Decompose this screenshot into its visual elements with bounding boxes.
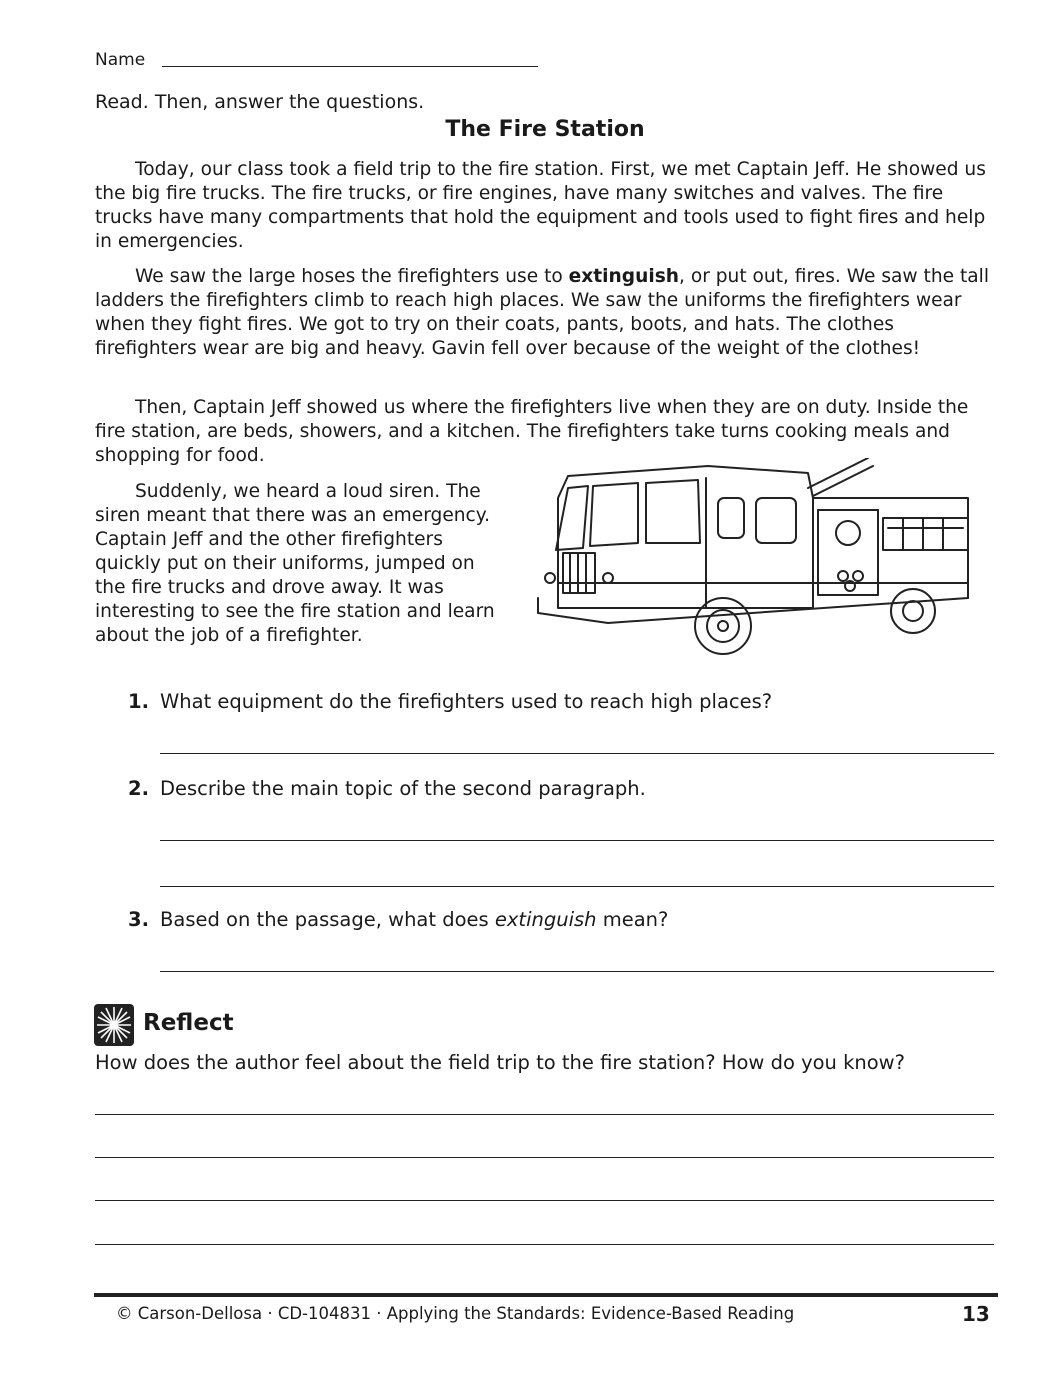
question-text: Describe the main topic of the second paragraph. xyxy=(160,777,646,800)
answer-line-3[interactable] xyxy=(160,971,994,972)
footer-rule xyxy=(94,1293,998,1297)
reflect-line-2[interactable] xyxy=(95,1157,994,1158)
reflect-title: Reflect xyxy=(143,1010,234,1036)
instructions: Read. Then, answer the questions. xyxy=(95,91,425,113)
question-3 xyxy=(128,908,668,931)
answer-line-2b[interactable] xyxy=(160,886,994,887)
fire-truck-illustration xyxy=(528,458,973,658)
paragraph-4: Suddenly, we heard a loud siren. The siren meant that there was an emergency. Captain Jeff and the other firefighters quickly put on their uniforms, jumped on the fire trucks and drove away. It was interesting to see the fire station and learn about the job of a firefighter. xyxy=(95,481,495,646)
vocab-word: extinguish xyxy=(568,266,679,287)
reflect-question: How does the author feel about the field trip to the fire station? How do you know? xyxy=(95,1051,905,1074)
question-text-rest: mean? xyxy=(596,908,669,931)
reflect-line-3[interactable] xyxy=(95,1200,994,1201)
question-text: Based on the passage, what does xyxy=(160,908,495,931)
question-number: 1. xyxy=(128,690,149,713)
footer-text: © Carson-Dellosa · CD-104831 · Applying the Standards: Evidence-Based Reading xyxy=(116,1304,795,1323)
passage-title: The Fire Station xyxy=(445,117,645,142)
name-label: Name xyxy=(95,50,146,70)
answer-line-1[interactable] xyxy=(160,753,994,754)
reflect-line-1[interactable] xyxy=(95,1114,994,1115)
paragraph-2-text: We saw the large hoses the firefighters use to xyxy=(135,266,569,287)
question-number: 2. xyxy=(128,777,149,800)
page-number: 13 xyxy=(962,1302,990,1326)
question-2 xyxy=(128,777,646,800)
answer-line-2a[interactable] xyxy=(160,840,994,841)
sunburst-icon xyxy=(94,1004,134,1046)
paragraph-2 xyxy=(95,265,1000,361)
question-text: What equipment do the firefighters used to reach high places? xyxy=(160,690,773,713)
paragraph-1: Today, our class took a field trip to the fire station. First, we met Captain Jeff. He showed us the big fire trucks. The fire trucks, or fire engines, have many switches and valves. The fire trucks have many compartments that hold the equipment and tools used to fight fires and help in emergencies. xyxy=(95,159,986,252)
name-line[interactable] xyxy=(162,66,538,67)
question-italic-word: extinguish xyxy=(494,908,597,931)
paragraph-2-text-rest: , or put out, fires. We saw the tall ladders the firefighters climb to reach high places. We saw the uniforms the firefighters wear when they fight fires. We got to try on their coats, pants, boots, and hats. The clothes firefighters wear are big and heavy. Gavin fell over because of the weight of the clothes! xyxy=(95,266,989,359)
reflect-line-4[interactable] xyxy=(95,1244,994,1245)
paragraph-3: Then, Captain Jeff showed us where the firefighters live when they are on duty. Inside the fire station, are beds, showers, and a kitchen. The firefighters take turns cooking meals and shopping for food. xyxy=(95,397,969,466)
question-number: 3. xyxy=(128,908,149,931)
question-1 xyxy=(128,690,772,713)
